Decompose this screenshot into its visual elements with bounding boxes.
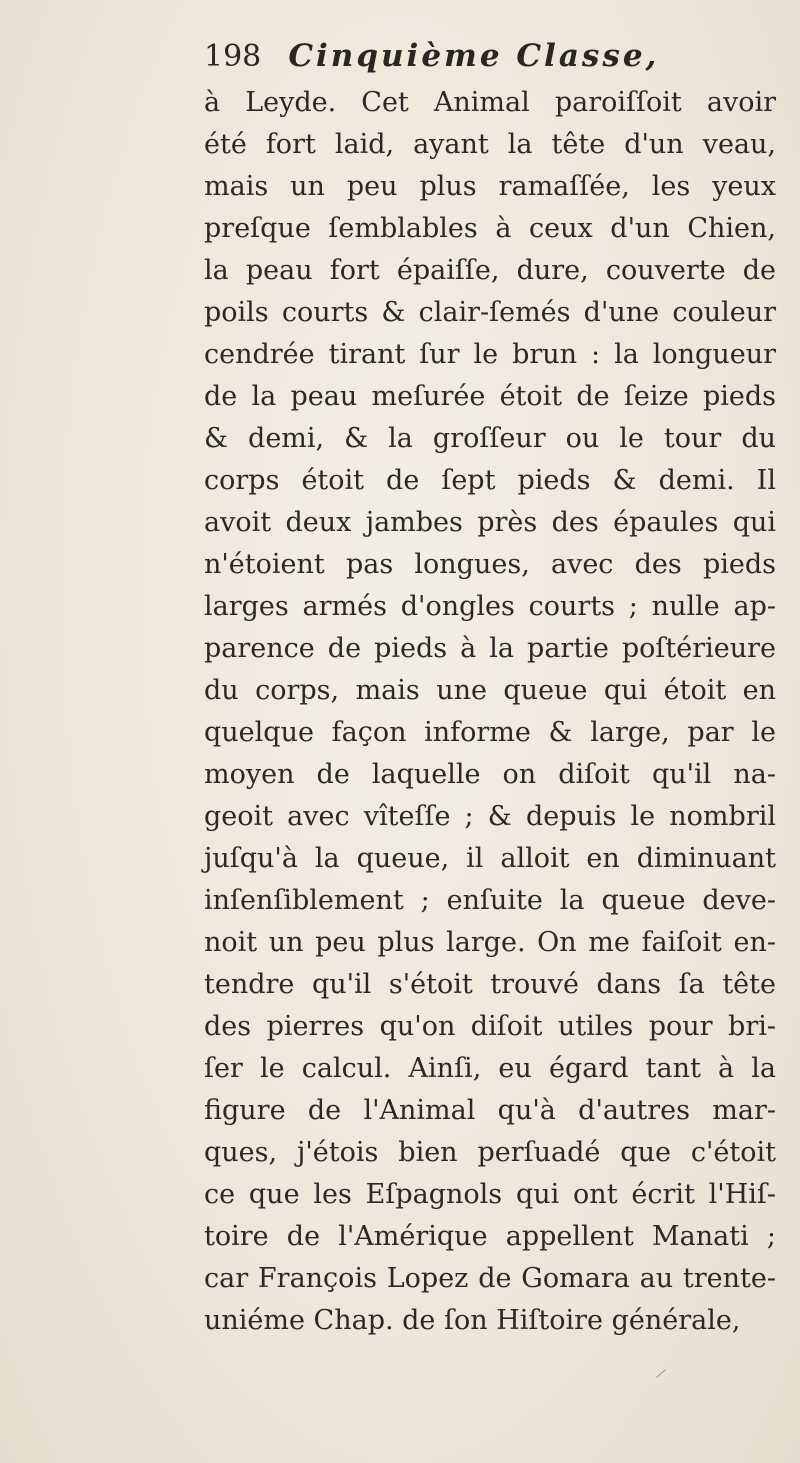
text-line: tendre qu'il s'étoit trouvé dans ſa tête	[204, 969, 776, 1000]
text-line: toire de l'Amérique appellent Manati ;	[204, 1221, 776, 1252]
text-line: des pierres qu'on diſoit utiles pour bri-	[204, 1011, 776, 1042]
text-line: ſer le calcul. Ainſi, eu égard tant à la	[204, 1053, 776, 1084]
text-line: cendrée tirant ſur le brun : la longueur	[204, 339, 776, 370]
text-line: à Leyde. Cet Animal paroiſſoit avoir	[204, 87, 776, 118]
text-line: du corps, mais une queue qui étoit en	[204, 675, 776, 706]
text-line: n'étoient pas longues, avec des pieds	[204, 549, 776, 580]
text-line: inſenſiblement ; enſuite la queue deve-	[204, 885, 776, 916]
text-line: figure de l'Animal qu'à d'autres mar-	[204, 1095, 776, 1126]
text-line: parence de pieds à la partie poſtérieure	[204, 633, 776, 664]
text-line: avoit deux jambes près des épaules qui	[204, 507, 776, 538]
text-line: la peau fort épaiſſe, dure, couverte de	[204, 255, 776, 286]
ink-mark	[656, 1369, 666, 1377]
text-line: juſqu'à la queue, il alloit en diminuant	[204, 843, 776, 874]
text-line: preſque ſemblables à ceux d'un Chien,	[204, 213, 776, 244]
text-line: car François Lopez de Gomara au trente-	[204, 1263, 776, 1294]
text-line: & demi, & la groſſeur ou le tour du	[204, 423, 776, 454]
text-line: moyen de laquelle on diſoit qu'il na-	[204, 759, 776, 790]
running-title: Cinquième Classe,	[288, 38, 660, 74]
text-line: corps étoit de ſept pieds & demi. Il	[204, 465, 776, 496]
text-line: ques, j'étois bien perſuadé que c'étoit	[204, 1137, 776, 1168]
text-line: été fort laid, ayant la tête d'un veau,	[204, 129, 776, 160]
text-line: geoit avec vîteſſe ; & depuis le nombril	[204, 801, 776, 832]
text-line: larges armés d'ongles courts ; nulle ap-	[204, 591, 776, 622]
body-text	[204, 82, 776, 1342]
text-line: quelque façon informe & large, par le	[204, 717, 776, 748]
page-number: 198	[204, 38, 262, 74]
text-line: ce que les Eſpagnols qui ont écrit l'Hiſ-	[204, 1179, 776, 1210]
text-line: de la peau meſurée étoit de ſeize pieds	[204, 381, 776, 412]
page-header	[204, 38, 764, 86]
text-line: poils courts & clair-ſemés d'une couleur	[204, 297, 776, 328]
text-line: uniéme Chap. de ſon Hiſtoire générale,	[204, 1305, 741, 1336]
text-line: mais un peu plus ramaſſée, les yeux	[204, 171, 776, 202]
text-line: noit un peu plus large. On me faiſoit en-	[204, 927, 776, 958]
